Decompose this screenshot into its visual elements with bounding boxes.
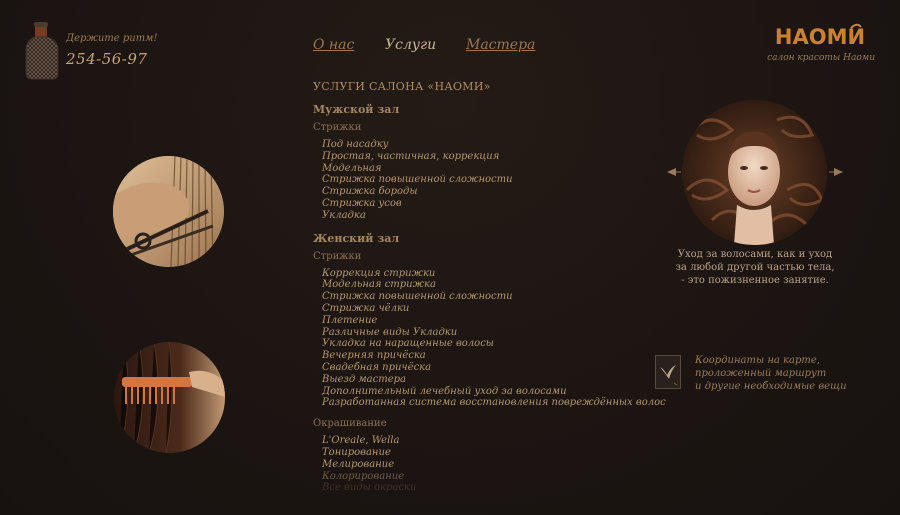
service-item[interactable]: Различные виды Укладки bbox=[322, 326, 458, 338]
services-content bbox=[313, 80, 666, 494]
service-item[interactable]: Простая, частичная, коррекция bbox=[322, 150, 500, 162]
map-link-line: Координаты на карте, bbox=[695, 355, 820, 366]
service-item[interactable]: Стрижка усов bbox=[322, 197, 402, 209]
service-item[interactable]: Под насадку bbox=[322, 139, 389, 150]
service-item[interactable]: Выезд мастера bbox=[322, 373, 406, 385]
map-icon[interactable] bbox=[655, 355, 681, 389]
service-item[interactable]: Вечерняя причёска bbox=[322, 350, 426, 362]
map-link-line: и другие необходимые вещи bbox=[695, 381, 847, 392]
women-haircuts-label: Стрижки bbox=[313, 250, 362, 262]
service-item[interactable]: Колорирование bbox=[322, 470, 405, 482]
nav-link-masters[interactable]: Мастера bbox=[466, 37, 536, 53]
service-item[interactable]: Укладка bbox=[322, 209, 366, 221]
logo-subtitle: салон красоты Наоми bbox=[767, 53, 875, 63]
service-item[interactable]: L'Oreale, Wella bbox=[322, 435, 400, 447]
page-title: УСЛУГИ САЛОНА «НАОМИ» bbox=[313, 80, 491, 93]
men-haircuts-list bbox=[322, 139, 643, 222]
service-item[interactable]: Стрижка чёлки bbox=[322, 302, 410, 314]
nav-item-services-current: Услуги bbox=[385, 37, 437, 53]
portrait-photo bbox=[682, 100, 827, 245]
map-link-line: проложенный маршрут bbox=[695, 368, 827, 379]
bottle-icon bbox=[22, 22, 62, 80]
quote-line: - это пожизненное занятие. bbox=[681, 275, 829, 286]
service-item[interactable]: Разработанная система восстановления повреждённых волос bbox=[322, 397, 666, 409]
service-item[interactable]: Плетение bbox=[322, 314, 378, 326]
phone-number: 254-56-97 bbox=[66, 50, 148, 68]
women-hall-heading: Женский зал bbox=[313, 231, 400, 245]
women-coloring-list bbox=[322, 435, 643, 494]
service-item[interactable]: Коррекция стрижки bbox=[322, 267, 436, 279]
service-item[interactable]: Модельная bbox=[322, 162, 382, 174]
hair-care-quote bbox=[670, 248, 840, 287]
slogan: Держите ритм! bbox=[66, 33, 158, 44]
service-item[interactable]: Модельная стрижка bbox=[322, 279, 436, 291]
service-item[interactable]: Стрижка повышенной сложности bbox=[322, 174, 513, 186]
contact-block bbox=[22, 22, 222, 82]
prev-arrow-icon[interactable] bbox=[667, 168, 681, 176]
logo[interactable] bbox=[765, 22, 875, 52]
quote-line: за любой другой частью тела, bbox=[675, 262, 835, 273]
comb-photo bbox=[114, 342, 225, 453]
service-item[interactable]: Стрижка повышенной сложности bbox=[322, 291, 513, 303]
service-item[interactable]: Мелирование bbox=[322, 458, 395, 470]
nav-link-about[interactable]: О нас bbox=[313, 37, 355, 53]
service-item[interactable]: Тонирование bbox=[322, 446, 391, 458]
service-item[interactable]: Свадебная причёска bbox=[322, 361, 432, 373]
scissors-photo bbox=[113, 156, 224, 267]
service-item[interactable]: Стрижка бороды bbox=[322, 186, 418, 198]
men-haircuts-label: Стрижки bbox=[313, 122, 362, 133]
service-item[interactable]: Укладка на наращенные волосы bbox=[322, 338, 494, 350]
next-arrow-icon[interactable] bbox=[829, 168, 843, 176]
men-hall-heading: Мужской зал bbox=[313, 103, 400, 116]
map-link[interactable] bbox=[695, 354, 847, 393]
women-haircuts-list bbox=[322, 267, 666, 410]
quote-line: Уход за волосами, как и уход bbox=[677, 249, 833, 260]
logo-text: НАОМИ bbox=[774, 25, 866, 49]
service-item[interactable]: Все виды окраски bbox=[322, 482, 417, 494]
women-coloring-label: Окрашивание bbox=[313, 418, 387, 430]
service-item[interactable]: Дополнительный лечебный уход за волосами bbox=[322, 385, 567, 397]
